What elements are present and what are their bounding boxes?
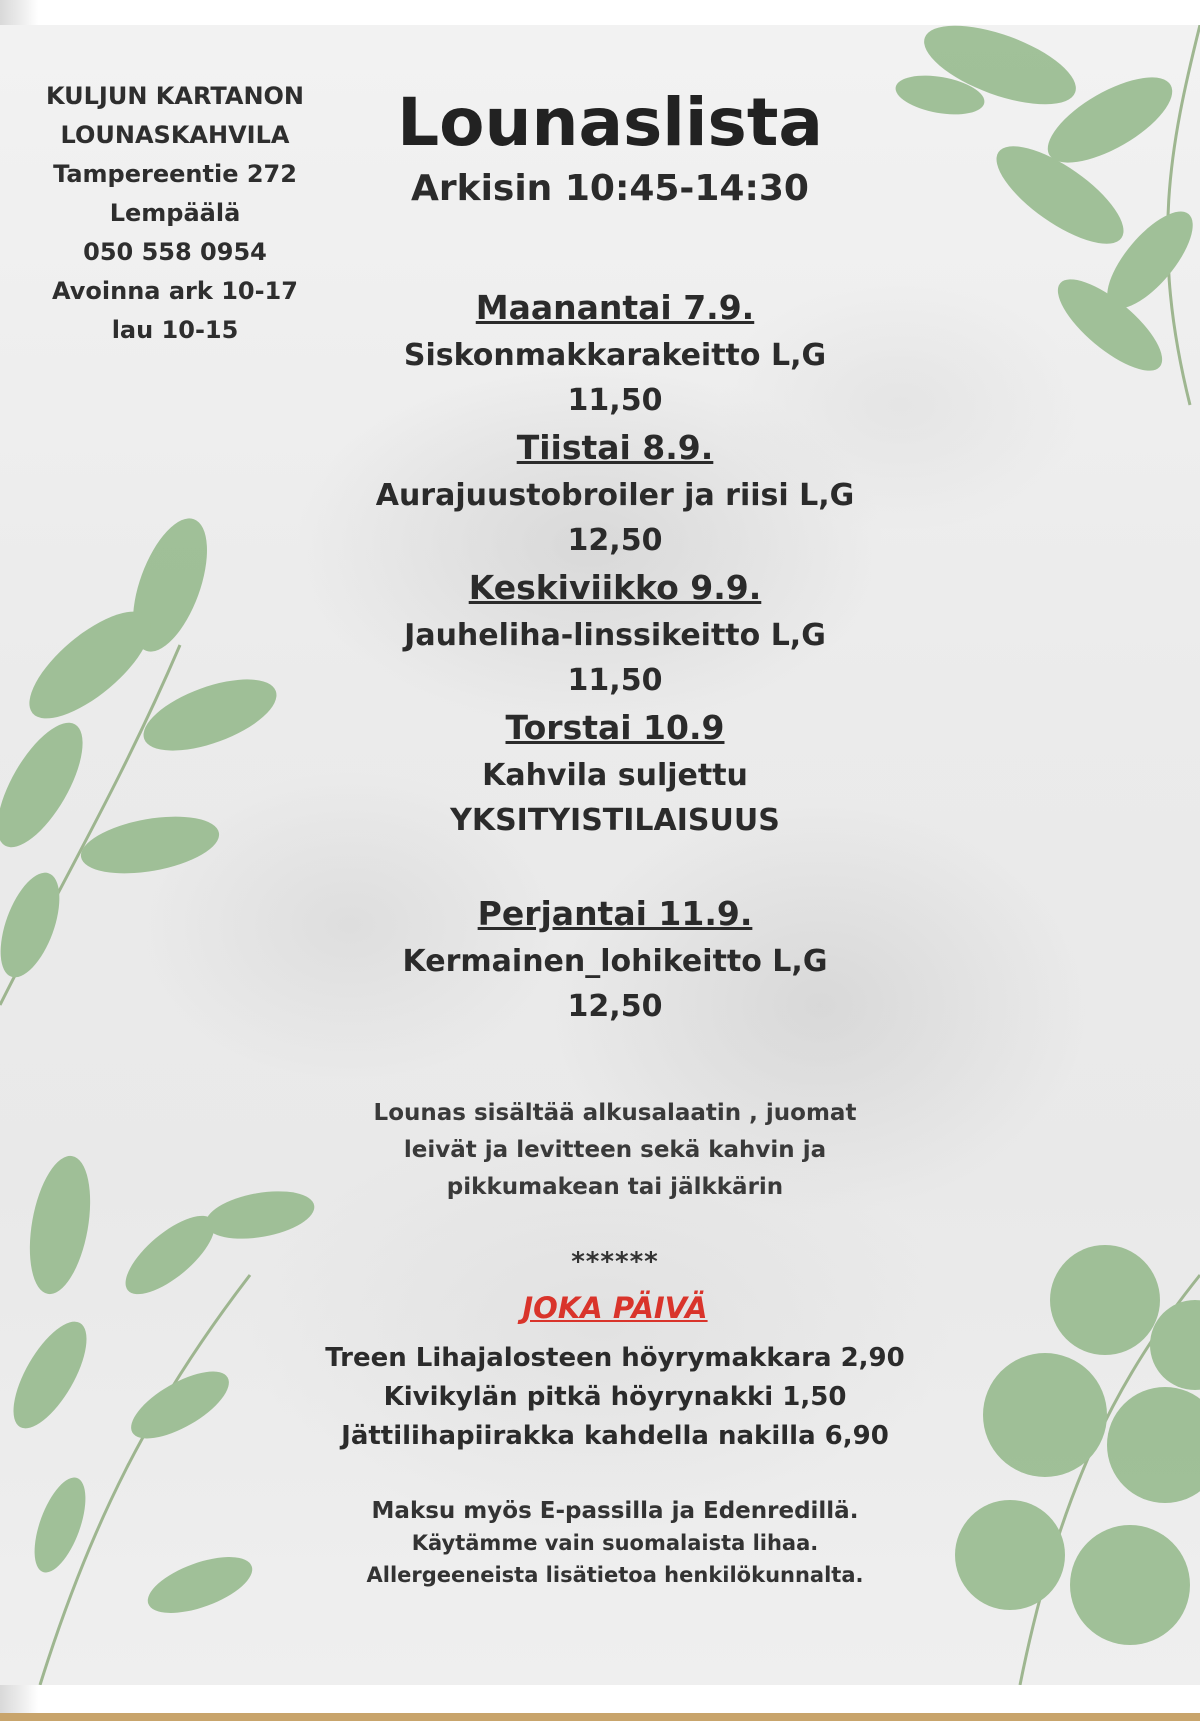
- weekly-menu: [280, 283, 950, 1029]
- day-heading: Tiistai 8.9.: [516, 428, 714, 467]
- dish-name: Siskonmakkarakeitto L,G: [403, 338, 827, 373]
- every-day-item: Jättilihapiirakka kahdella nakilla 6,90: [341, 1421, 889, 1451]
- includes-line: Lounas sisältää alkusalaatin , juomat: [373, 1100, 857, 1126]
- dish-price: 11,50: [567, 663, 663, 698]
- day-friday: [280, 889, 950, 1029]
- every-day-item: Treen Lihajalosteen höyrymakkara 2,90: [325, 1343, 905, 1373]
- bottom-rule: [0, 1713, 1200, 1721]
- private-event-notice: YKSITYISTILAISUUS: [450, 803, 780, 838]
- serving-hours: Arkisin 10:45-14:30: [411, 168, 809, 209]
- venue-phone: 050 558 0954: [83, 238, 267, 266]
- day-wednesday: [280, 563, 950, 703]
- dish-name: Aurajuustobroiler ja riisi L,G: [375, 478, 855, 513]
- menu-poster: [0, 25, 1200, 1685]
- dish-price: 11,50: [567, 383, 663, 418]
- day-tuesday: [280, 423, 950, 563]
- dish-name: Kermainen_lohikeitto L,G: [402, 944, 828, 979]
- dish-price: 12,50: [567, 523, 663, 558]
- venue-city: Lempäälä: [109, 199, 241, 227]
- opening-hours-weekdays: Avoinna ark 10-17: [52, 277, 298, 305]
- meat-origin-note: Käytämme vain suomalaista lihaa.: [411, 1531, 819, 1555]
- venue-name-line1: KULJUN KARTANON: [45, 82, 305, 110]
- every-day-heading: JOKA PÄIVÄ: [522, 1291, 708, 1325]
- lunch-includes-note: [290, 1095, 940, 1206]
- dish-price: 12,50: [567, 989, 663, 1024]
- title-block: [330, 83, 890, 215]
- every-day-item: Kivikylän pitkä höyrynakki 1,50: [383, 1382, 847, 1412]
- venue-name-line2: LOUNASKAHVILA: [60, 121, 290, 149]
- closed-notice: Kahvila suljettu: [482, 758, 748, 793]
- dish-name: Jauheliha-linssikeitto L,G: [404, 618, 826, 653]
- payment-note: Maksu myös E-passilla ja Edenredillä.: [371, 1498, 859, 1524]
- includes-line: pikkumakean tai jälkkärin: [446, 1174, 784, 1200]
- day-thursday: [280, 703, 950, 843]
- opening-hours-saturday: lau 10-15: [111, 316, 239, 344]
- page-title: Lounaslista: [397, 84, 823, 161]
- every-day-items: [260, 1339, 970, 1456]
- day-heading: Perjantai 11.9.: [477, 894, 753, 933]
- separator: ******: [571, 1247, 659, 1277]
- includes-line: leivät ja levitteen sekä kahvin ja: [403, 1137, 827, 1163]
- day-heading: Keskiviikko 9.9.: [468, 568, 762, 607]
- day-monday: [280, 283, 950, 423]
- allergen-note: Allergeeneista lisätietoa henkilökunnalta.: [366, 1563, 864, 1587]
- day-heading: Torstai 10.9: [505, 708, 725, 747]
- venue-address: Tampereentie 272: [53, 160, 297, 188]
- footer-notes: [280, 1495, 950, 1591]
- day-heading: Maanantai 7.9.: [475, 288, 755, 327]
